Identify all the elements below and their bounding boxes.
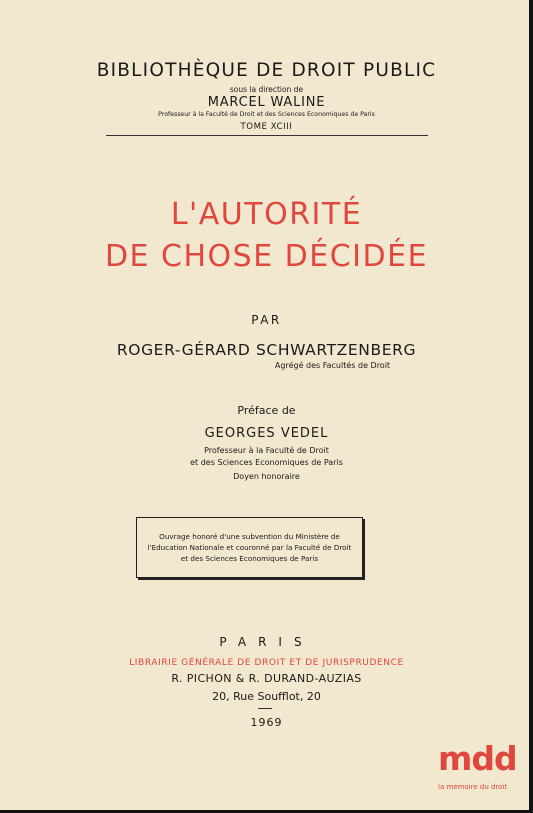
series-director: MARCEL WALINE [207, 95, 326, 110]
small-divider [258, 708, 272, 709]
series-title: BIBLIOTHÈQUE DE DROIT PUBLIC [96, 60, 437, 81]
preface-label: Préface de [237, 404, 296, 417]
logo-wordmark: mdd [438, 739, 517, 778]
author-title: Agrégé des Facultés de Droit [274, 361, 391, 370]
preface-author: GEORGES VEDEL [204, 426, 329, 441]
preface-author-title-2: et des Sciences Economiques de Paris [190, 458, 343, 467]
publisher-owners: R. PICHON & R. DURAND-AUZIAS [171, 672, 362, 685]
honor-note: Ouvrage honoré d'une subvention du Ministère de l'Education Nationale et couronné par la Faculté de Droit et des Sciences Economiques de Paris [147, 532, 352, 563]
author-name: ROGER-GÉRARD SCHWARTZENBERG [116, 341, 417, 359]
series-direction-label: sous la direction de [229, 85, 304, 94]
book-title-line1: L'AUTORITÉ [170, 197, 363, 232]
preface-author-title-3: Doyen honoraire [233, 472, 300, 481]
publisher-name: LIBRAIRIE GÉNÉRALE DE DROIT ET DE JURISPRUDENCE [129, 658, 404, 668]
divider [106, 135, 428, 136]
honor-note-box [136, 517, 363, 578]
series-director-title: Professeur à la Faculté de Droit et des Sciences Economiques de Paris [158, 111, 375, 118]
by-label: PAR [251, 313, 282, 327]
book-title-line2: DE CHOSE DÉCIDÉE [104, 239, 429, 274]
tome-number: TOME XCIII [240, 122, 293, 132]
publisher-address: 20, Rue Soufflot, 20 [212, 690, 321, 703]
preface-author-title-1: Professeur à la Faculté de Droit [204, 446, 329, 455]
mdd-logo [438, 739, 522, 802]
logo-caption: la mémoire du droit [438, 783, 508, 791]
publication-city: PARIS [219, 635, 314, 649]
publication-year: 1969 [250, 716, 283, 729]
